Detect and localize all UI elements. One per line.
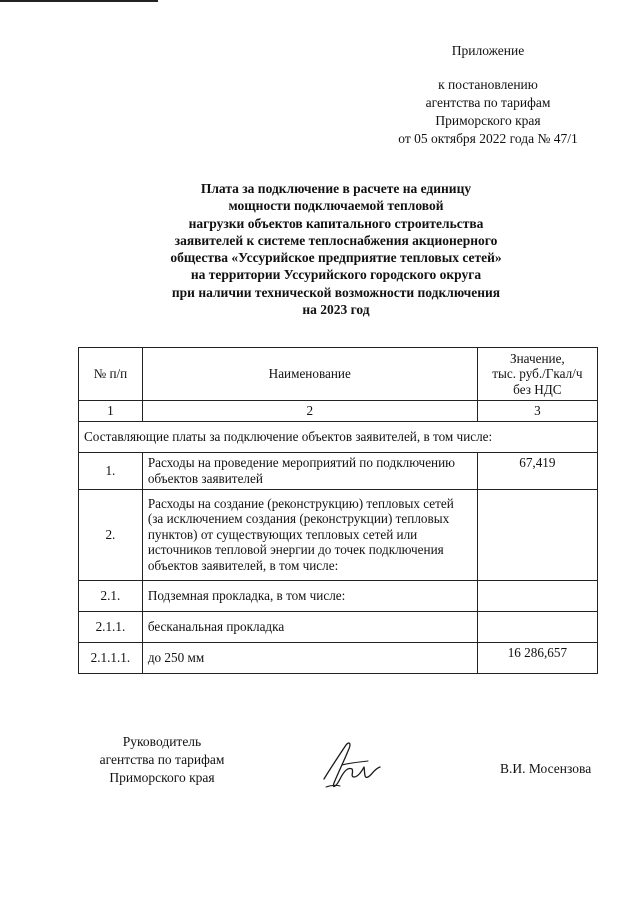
title-line: Плата за подключение в расчете на единицу — [200, 181, 472, 196]
appendix-line: к постановлению — [438, 77, 538, 92]
row-value — [477, 580, 597, 611]
row-num: 2.1. — [79, 580, 143, 611]
section-caption-row — [79, 421, 598, 452]
title-line: заявителей к системе теплоснабжения акционерного — [174, 232, 498, 248]
row-num: 2.1.1.1. — [79, 642, 143, 673]
header-num: № п/п — [79, 348, 143, 401]
title-line: при наличии технической возможности подключения — [171, 284, 501, 300]
table-row — [79, 580, 598, 611]
row-num: 1. — [79, 452, 143, 489]
row-num: 2. — [79, 489, 143, 580]
signatory-position — [62, 733, 262, 787]
position-line: Приморского края — [109, 770, 215, 785]
table-row — [79, 611, 598, 642]
document-title — [150, 180, 522, 318]
title-line: на 2023 год — [302, 302, 370, 318]
table-row — [79, 642, 598, 673]
row-name: Расходы на создание (реконструкцию) тепловых сетей (за исключением создания (реконструкции) тепловых пунктов) от существующих тепловых сетей или источников тепловой энергии до точек подключения объектов заявителей, в том числе: — [142, 489, 477, 580]
tariff-table — [78, 347, 598, 674]
top-edge-line — [0, 0, 158, 2]
header-name: Наименование — [142, 348, 477, 401]
column-number-row — [79, 401, 598, 422]
row-num: 2.1.1. — [79, 611, 143, 642]
signatory-name: В.И. Мосензова — [500, 761, 592, 776]
appendix-line: от 05 октября 2022 года № 47/1 — [398, 131, 578, 146]
header-value — [477, 348, 597, 401]
row-name: Подземная прокладка, в том числе: — [142, 580, 477, 611]
row-value — [477, 611, 597, 642]
row-name: Расходы на проведение мероприятий по подключению объектов заявителей — [142, 452, 477, 489]
section-caption: Составляющие платы за подключение объектов заявителей, в том числе: — [79, 421, 598, 452]
column-number: 1 — [79, 401, 143, 422]
position-line: Руководитель — [122, 734, 202, 749]
row-name: бесканальная прокладка — [142, 611, 477, 642]
appendix-block — [373, 42, 603, 148]
title-line: общества «Уссурийское предприятие тепловых сетей» — [170, 250, 502, 266]
table-header-row — [79, 348, 598, 401]
table-row — [79, 452, 598, 489]
appendix-line: агентства по тарифам — [425, 95, 551, 110]
row-value: 67,419 — [477, 452, 597, 489]
title-line: на территории Уссурийского городского округа — [190, 267, 482, 283]
header-value-line: тыс. руб./Гкал/ч — [492, 366, 583, 382]
position-line: агентства по тарифам — [99, 752, 225, 767]
header-value-line: Значение, — [509, 350, 565, 366]
table-row — [79, 489, 598, 580]
row-value: 16 286,657 — [477, 642, 597, 673]
handwritten-signature — [318, 735, 388, 795]
appendix-line: Приморского края — [435, 113, 541, 128]
column-number: 2 — [142, 401, 477, 422]
title-line: нагрузки объектов капитального строительства — [188, 215, 484, 231]
row-name: до 250 мм — [142, 642, 477, 673]
row-value — [477, 489, 597, 580]
appendix-label: Приложение — [451, 43, 525, 58]
title-line: мощности подключаемой тепловой — [228, 198, 444, 214]
header-value-line: без НДС — [513, 381, 562, 397]
column-number: 3 — [477, 401, 597, 422]
